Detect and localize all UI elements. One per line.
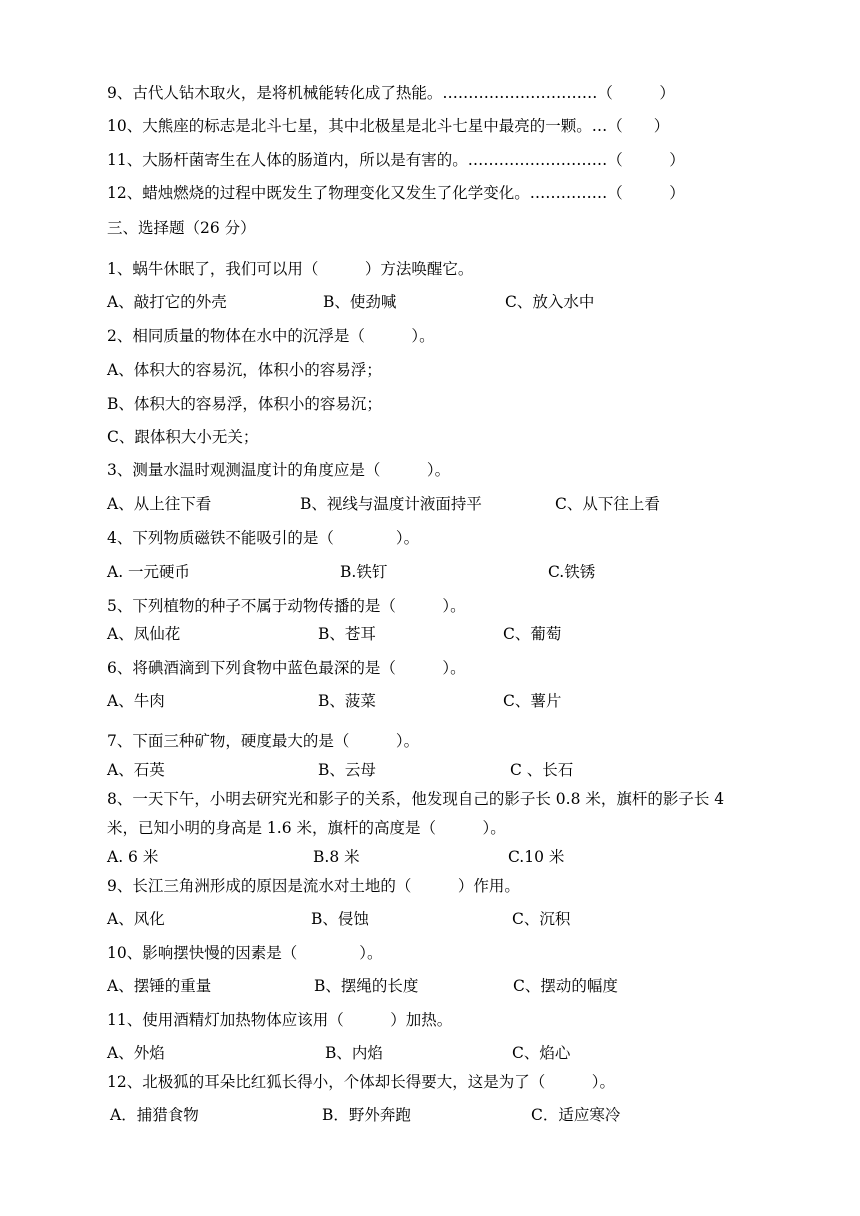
section-title: 三、选择题（26 分） (107, 219, 256, 237)
option-a: A、体积大的容易沉，体积小的容易浮； (107, 361, 382, 379)
option-c: C、焰心 (512, 1044, 571, 1062)
option-c: C、葡萄 (503, 625, 562, 643)
option-c: C.10 米 (508, 848, 565, 866)
option-c: C、薯片 (503, 692, 562, 710)
option-c: C.铁锈 (548, 563, 596, 581)
option-a: A、牛肉 (107, 692, 165, 710)
question-stem: 2、相同质量的物体在水中的沉浮是（ ）。 (107, 327, 435, 345)
option-b: B、云母 (318, 761, 376, 779)
option-c: C、摆动的幅度 (513, 977, 618, 995)
option-c: C、从下往上看 (555, 495, 660, 513)
option-a: A. 一元硬币 (107, 563, 191, 581)
option-c: C．适应寒冷 (531, 1106, 621, 1124)
option-a: A、风化 (107, 910, 165, 928)
option-b: B.铁钉 (340, 563, 388, 581)
question-stem: 1、蜗牛休眠了，我们可以用（ ）方法唤醒它。 (107, 260, 474, 278)
option-a: A．捕猎食物 (110, 1106, 199, 1124)
question-stem: 6、将碘酒滴到下列食物中蓝色最深的是（ ）。 (107, 659, 466, 677)
question-stem: 4、下列物质磁铁不能吸引的是（ ）。 (107, 529, 420, 547)
question-stem-continued: 米，已知小明的身高是 1.6 米，旗杆的高度是（ ）。 (107, 819, 506, 837)
option-a: A、外焰 (107, 1044, 165, 1062)
option-b: B.8 米 (313, 848, 360, 866)
option-a: A、摆锤的重量 (107, 977, 212, 995)
judgement-item-10: 10、大熊座的标志是北斗七星，其中北极星是北斗七星中最亮的一颗。…（ ） (107, 117, 670, 135)
option-b: B、内焰 (325, 1044, 383, 1062)
option-c: C 、长石 (510, 761, 574, 779)
judgement-item-9: 9、古代人钻木取火，是将机械能转化成了热能。…………………………（ ） (107, 84, 675, 102)
option-c: C、跟体积大小无关； (107, 428, 259, 446)
option-b: B、体积大的容易浮，体积小的容易沉； (107, 395, 382, 413)
option-c: C、沉积 (512, 910, 571, 928)
question-stem: 12、北极狐的耳朵比红狐长得小，个体却长得要大，这是为了（ ）。 (107, 1073, 615, 1091)
option-a: A. 6 米 (107, 848, 159, 866)
option-b: B、侵蚀 (311, 910, 369, 928)
question-stem: 10、影响摆快慢的因素是（ ）。 (107, 944, 383, 962)
option-b: B、菠菜 (318, 692, 376, 710)
option-b: B、使劲喊 (323, 293, 397, 311)
question-stem: 8、一天下午，小明去研究光和影子的关系，他发现自己的影子长 0.8 米，旗杆的影子长 4 (107, 790, 725, 808)
option-a: A、从上往下看 (107, 495, 212, 513)
option-c: C、放入水中 (505, 293, 595, 311)
question-stem: 5、下列植物的种子不属于动物传播的是（ ）。 (107, 597, 466, 615)
judgement-item-12: 12、蜡烛燃烧的过程中既发生了物理变化又发生了化学变化。……………（ ） (107, 184, 685, 202)
option-b: B、视线与温度计液面持平 (300, 495, 482, 513)
question-stem: 3、测量水温时观测温度计的角度应是（ ）。 (107, 461, 451, 479)
judgement-item-11: 11、大肠杆菌寄生在人体的肠道内，所以是有害的。………………………（ ） (107, 151, 685, 169)
option-b: B．野外奔跑 (322, 1106, 411, 1124)
option-a: A、敲打它的外壳 (107, 293, 227, 311)
option-b: B、摆绳的长度 (314, 977, 419, 995)
option-a: A、凤仙花 (107, 625, 181, 643)
question-stem: 7、下面三种矿物，硬度最大的是（ ）。 (107, 732, 420, 750)
question-stem: 9、长江三角洲形成的原因是流水对土地的（ ）作用。 (107, 877, 520, 895)
question-stem: 11、使用酒精灯加热物体应该用（ ）加热。 (107, 1011, 453, 1029)
option-b: B、苍耳 (318, 625, 376, 643)
option-a: A、石英 (107, 761, 165, 779)
